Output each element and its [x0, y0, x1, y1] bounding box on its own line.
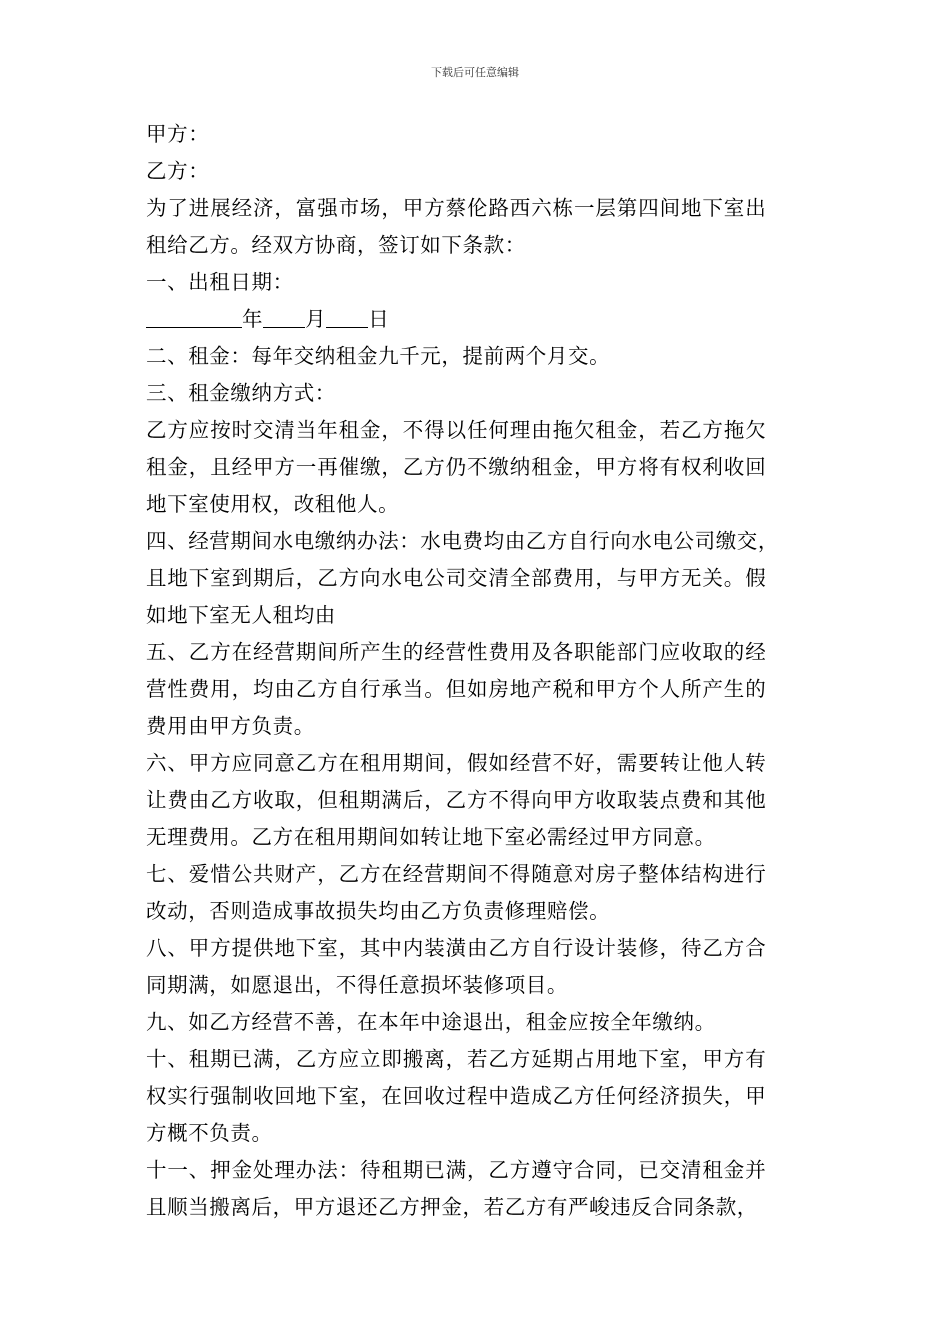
day-blank: [326, 301, 368, 328]
paragraph-line: 让费由乙方收取，但租期满后，乙方不得向甲方收取装点费和其他: [146, 788, 767, 812]
paragraph-line: 方概不负责。: [146, 1121, 273, 1145]
date-line: [146, 301, 818, 338]
paragraph-line: 改动，否则造成事故损失均由乙方负责修理赔偿。: [146, 899, 611, 923]
clause-11-line: 十一、押金处理办法：待租期已满，乙方遵守合同，已交清租金并: [146, 1158, 767, 1182]
paragraph-line: 权实行强制收回地下室，在回收过程中造成乙方任何经济损失，甲: [146, 1084, 767, 1108]
paragraph-line: 租给乙方。经双方协商，签订如下条款：: [146, 233, 526, 257]
paragraph-line: 租金，且经甲方一再催缴，乙方仍不缴纳租金，甲方将有权利收回: [146, 455, 767, 479]
clause-6-line: 六、甲方应同意乙方在租用期间，假如经营不好，需要转让他人转: [146, 751, 767, 775]
paragraph-line: 无理费用。乙方在租用期间如转让地下室必需经过甲方同意。: [146, 825, 716, 849]
year-blank: [146, 301, 242, 328]
clause-5-line: 五、乙方在经营期间所产生的经营性费用及各职能部门应收取的经: [146, 640, 767, 664]
contract-body: [146, 116, 818, 1226]
paragraph-line: 为了进展经济，富强市场，甲方蔡伦路西六栋一层第四间地下室出: [146, 196, 767, 220]
clause-7-line: 七、爱惜公共财产，乙方在经营期间不得随意对房子整体结构进行: [146, 862, 767, 886]
day-label: 日: [368, 307, 390, 331]
clause-4-line: 四、经营期间水电缴纳办法：水电费均由乙方自行向水电公司缴交，: [146, 529, 779, 553]
clause-9-line: 九、如乙方经营不善，在本年中途退出，租金应按全年缴纳。: [146, 1010, 716, 1034]
party-a-line: 甲方：: [146, 122, 210, 146]
clause-8-line: 八、甲方提供地下室，其中内装潢由乙方自行设计装修，待乙方合: [146, 936, 767, 960]
month-blank: [263, 301, 305, 328]
paragraph-line: 且地下室到期后，乙方向水电公司交清全部费用，与甲方无关。假: [146, 566, 767, 590]
clause-10-line: 十、租期已满，乙方应立即搬离，若乙方延期占用地下室，甲方有: [146, 1047, 767, 1071]
page-header-note: 下载后可任意编辑: [431, 66, 519, 79]
year-label: 年: [242, 307, 264, 331]
paragraph-line: 地下室使用权，改租他人。: [146, 492, 400, 516]
paragraph-line: 营性费用，均由乙方自行承当。但如房地产税和甲方个人所产生的: [146, 677, 767, 701]
paragraph-line: 费用由甲方负责。: [146, 714, 315, 738]
clause-3-heading: 三、租金缴纳方式：: [146, 381, 336, 405]
paragraph-line: 且顺当搬离后，甲方退还乙方押金，若乙方有严峻违反合同条款，: [146, 1195, 758, 1219]
clause-1-heading: 一、出租日期：: [146, 270, 294, 294]
paragraph-line: 如地下室无人租均由: [146, 603, 336, 627]
party-b-line: 乙方：: [146, 159, 210, 183]
paragraph-line: 同期满，如愿退出，不得任意损坏装修项目。: [146, 973, 568, 997]
month-label: 月: [305, 307, 327, 331]
clause-2-line: 二、租金：每年交纳租金九千元，提前两个月交。: [146, 344, 611, 368]
paragraph-line: 乙方应按时交清当年租金，不得以任何理由拖欠租金，若乙方拖欠: [146, 418, 767, 442]
